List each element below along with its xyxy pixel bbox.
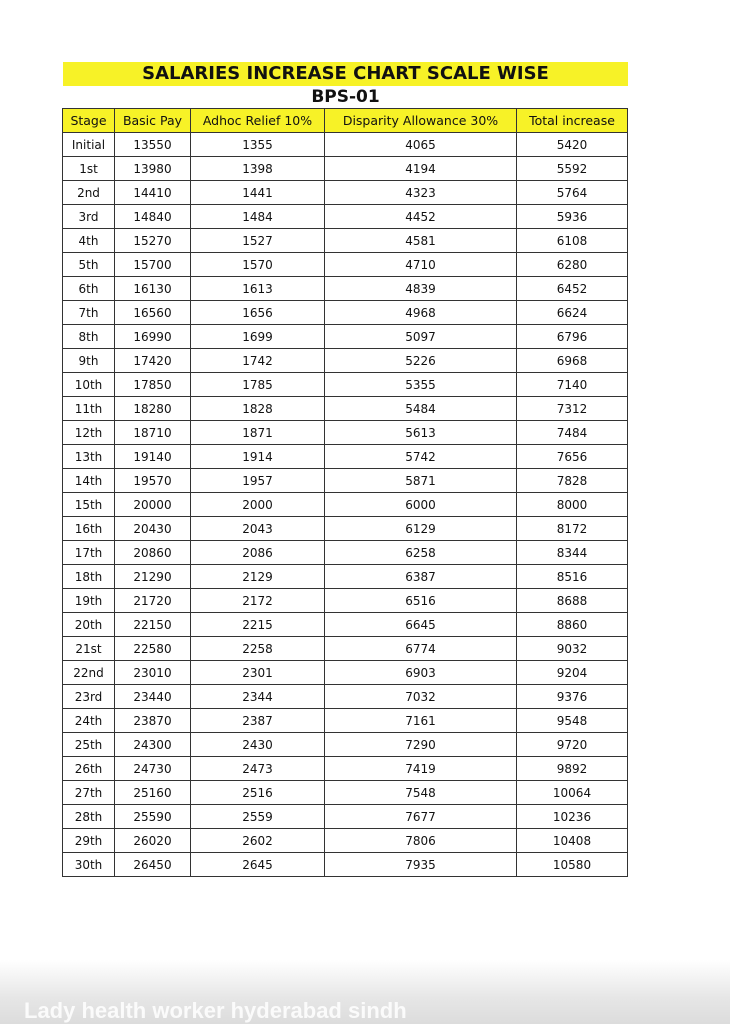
stage-cell: 28th [63,805,115,829]
basic-pay-cell: 20000 [115,493,191,517]
stage-cell: 23rd [63,685,115,709]
table-row [63,253,628,277]
table-row [63,229,628,253]
adhoc-relief-cell: 1398 [191,157,325,181]
basic-pay-cell: 23870 [115,709,191,733]
stage-cell: Initial [63,133,115,157]
total-increase-cell: 10236 [517,805,628,829]
adhoc-relief-cell: 1785 [191,373,325,397]
total-increase-cell: 6452 [517,277,628,301]
adhoc-relief-cell: 2043 [191,517,325,541]
adhoc-relief-cell: 2473 [191,757,325,781]
stage-cell: 8th [63,325,115,349]
adhoc-relief-cell: 1570 [191,253,325,277]
adhoc-relief-cell: 2215 [191,613,325,637]
stage-cell: 24th [63,709,115,733]
table-body [63,133,628,877]
table-row [63,517,628,541]
disparity-allowance-cell: 4839 [325,277,517,301]
table-row [63,181,628,205]
total-increase-cell: 9032 [517,637,628,661]
total-increase-cell: 8860 [517,613,628,637]
stage-cell: 25th [63,733,115,757]
disparity-allowance-cell: 6000 [325,493,517,517]
basic-pay-cell: 18280 [115,397,191,421]
disparity-allowance-cell: 6774 [325,637,517,661]
column-header-disparity-allowance: Disparity Allowance 30% [325,109,517,133]
table-row [63,541,628,565]
table-row [63,133,628,157]
total-increase-cell: 6108 [517,229,628,253]
adhoc-relief-cell: 1441 [191,181,325,205]
stage-cell: 2nd [63,181,115,205]
table-row [63,373,628,397]
disparity-allowance-cell: 4065 [325,133,517,157]
adhoc-relief-cell: 1957 [191,469,325,493]
disparity-allowance-cell: 7806 [325,829,517,853]
basic-pay-cell: 25160 [115,781,191,805]
total-increase-cell: 5936 [517,205,628,229]
basic-pay-cell: 23440 [115,685,191,709]
basic-pay-cell: 26020 [115,829,191,853]
adhoc-relief-cell: 2516 [191,781,325,805]
adhoc-relief-cell: 1484 [191,205,325,229]
disparity-allowance-cell: 4581 [325,229,517,253]
disparity-allowance-cell: 5871 [325,469,517,493]
disparity-allowance-cell: 5742 [325,445,517,469]
table-row [63,637,628,661]
basic-pay-cell: 15700 [115,253,191,277]
basic-pay-cell: 16130 [115,277,191,301]
stage-cell: 19th [63,589,115,613]
basic-pay-cell: 24300 [115,733,191,757]
table-row [63,853,628,877]
adhoc-relief-cell: 2344 [191,685,325,709]
basic-pay-cell: 17420 [115,349,191,373]
adhoc-relief-cell: 1699 [191,325,325,349]
stage-cell: 14th [63,469,115,493]
watermark-text: Lady health worker hyderabad sindh [24,998,407,1023]
total-increase-cell: 10580 [517,853,628,877]
total-increase-cell: 6280 [517,253,628,277]
total-increase-cell: 5764 [517,181,628,205]
table-row [63,421,628,445]
stage-cell: 15th [63,493,115,517]
disparity-allowance-cell: 5355 [325,373,517,397]
table-row [63,613,628,637]
stage-cell: 12th [63,421,115,445]
stage-cell: 11th [63,397,115,421]
salary-table [62,108,628,877]
stage-cell: 27th [63,781,115,805]
basic-pay-cell: 19140 [115,445,191,469]
table-row [63,493,628,517]
table-row [63,445,628,469]
total-increase-cell: 6796 [517,325,628,349]
stage-cell: 7th [63,301,115,325]
total-increase-cell: 9720 [517,733,628,757]
column-header-stage: Stage [63,109,115,133]
stage-cell: 5th [63,253,115,277]
total-increase-cell: 9548 [517,709,628,733]
adhoc-relief-cell: 1742 [191,349,325,373]
total-increase-cell: 8516 [517,565,628,589]
table-row [63,685,628,709]
disparity-allowance-cell: 7161 [325,709,517,733]
table-row [63,397,628,421]
total-increase-cell: 7140 [517,373,628,397]
total-increase-cell: 7656 [517,445,628,469]
table-row [63,589,628,613]
basic-pay-cell: 23010 [115,661,191,685]
stage-cell: 21st [63,637,115,661]
table-header [63,109,628,133]
disparity-allowance-cell: 6903 [325,661,517,685]
disparity-allowance-cell: 7290 [325,733,517,757]
adhoc-relief-cell: 2258 [191,637,325,661]
stage-cell: 30th [63,853,115,877]
disparity-allowance-cell: 5484 [325,397,517,421]
total-increase-cell: 10408 [517,829,628,853]
table-row [63,565,628,589]
adhoc-relief-cell: 1527 [191,229,325,253]
adhoc-relief-cell: 1914 [191,445,325,469]
basic-pay-cell: 21720 [115,589,191,613]
total-increase-cell: 7312 [517,397,628,421]
stage-cell: 17th [63,541,115,565]
basic-pay-cell: 22150 [115,613,191,637]
table-row [63,469,628,493]
total-increase-cell: 8344 [517,541,628,565]
total-increase-cell: 6968 [517,349,628,373]
disparity-allowance-cell: 5097 [325,325,517,349]
table-row [63,733,628,757]
adhoc-relief-cell: 1656 [191,301,325,325]
table-row [63,277,628,301]
basic-pay-cell: 20860 [115,541,191,565]
adhoc-relief-cell: 2387 [191,709,325,733]
adhoc-relief-cell: 2086 [191,541,325,565]
adhoc-relief-cell: 2301 [191,661,325,685]
adhoc-relief-cell: 1871 [191,421,325,445]
table-row [63,661,628,685]
stage-cell: 26th [63,757,115,781]
total-increase-cell: 8688 [517,589,628,613]
basic-pay-cell: 17850 [115,373,191,397]
table-row [63,205,628,229]
stage-cell: 1st [63,157,115,181]
disparity-allowance-cell: 5613 [325,421,517,445]
table-row [63,805,628,829]
adhoc-relief-cell: 2645 [191,853,325,877]
basic-pay-cell: 21290 [115,565,191,589]
basic-pay-cell: 13980 [115,157,191,181]
disparity-allowance-cell: 4710 [325,253,517,277]
disparity-allowance-cell: 4323 [325,181,517,205]
column-header-adhoc-relief: Adhoc Relief 10% [191,109,325,133]
table-row [63,325,628,349]
basic-pay-cell: 13550 [115,133,191,157]
stage-cell: 22nd [63,661,115,685]
adhoc-relief-cell: 2172 [191,589,325,613]
adhoc-relief-cell: 2602 [191,829,325,853]
basic-pay-cell: 20430 [115,517,191,541]
total-increase-cell: 6624 [517,301,628,325]
stage-cell: 10th [63,373,115,397]
basic-pay-cell: 16990 [115,325,191,349]
adhoc-relief-cell: 2129 [191,565,325,589]
disparity-allowance-cell: 7032 [325,685,517,709]
disparity-allowance-cell: 7935 [325,853,517,877]
stage-cell: 29th [63,829,115,853]
table-row [63,829,628,853]
total-increase-cell: 5592 [517,157,628,181]
adhoc-relief-cell: 2559 [191,805,325,829]
total-increase-cell: 7828 [517,469,628,493]
basic-pay-cell: 14410 [115,181,191,205]
stage-cell: 18th [63,565,115,589]
stage-cell: 6th [63,277,115,301]
scale-subtitle: BPS-01 [311,87,380,107]
adhoc-relief-cell: 2430 [191,733,325,757]
table-row [63,157,628,181]
chart-title: SALARIES INCREASE CHART SCALE WISE [63,62,628,86]
stage-cell: 9th [63,349,115,373]
total-increase-cell: 9376 [517,685,628,709]
stage-cell: 16th [63,517,115,541]
basic-pay-cell: 19570 [115,469,191,493]
disparity-allowance-cell: 6387 [325,565,517,589]
stage-cell: 20th [63,613,115,637]
basic-pay-cell: 22580 [115,637,191,661]
basic-pay-cell: 26450 [115,853,191,877]
disparity-allowance-cell: 6129 [325,517,517,541]
basic-pay-cell: 16560 [115,301,191,325]
stage-cell: 3rd [63,205,115,229]
total-increase-cell: 10064 [517,781,628,805]
disparity-allowance-cell: 7677 [325,805,517,829]
column-header-basic-pay: Basic Pay [115,109,191,133]
disparity-allowance-cell: 4968 [325,301,517,325]
adhoc-relief-cell: 1355 [191,133,325,157]
table-row [63,781,628,805]
disparity-allowance-cell: 6516 [325,589,517,613]
disparity-allowance-cell: 6258 [325,541,517,565]
disparity-allowance-cell: 4194 [325,157,517,181]
table-row [63,301,628,325]
basic-pay-cell: 18710 [115,421,191,445]
adhoc-relief-cell: 2000 [191,493,325,517]
table-row [63,349,628,373]
total-increase-cell: 9892 [517,757,628,781]
disparity-allowance-cell: 5226 [325,349,517,373]
table-row [63,709,628,733]
adhoc-relief-cell: 1828 [191,397,325,421]
basic-pay-cell: 25590 [115,805,191,829]
total-increase-cell: 8172 [517,517,628,541]
total-increase-cell: 7484 [517,421,628,445]
basic-pay-cell: 15270 [115,229,191,253]
basic-pay-cell: 14840 [115,205,191,229]
header-row [63,109,628,133]
disparity-allowance-cell: 4452 [325,205,517,229]
adhoc-relief-cell: 1613 [191,277,325,301]
disparity-allowance-cell: 7548 [325,781,517,805]
disparity-allowance-cell: 7419 [325,757,517,781]
total-increase-cell: 9204 [517,661,628,685]
total-increase-cell: 8000 [517,493,628,517]
total-increase-cell: 5420 [517,133,628,157]
table-row [63,757,628,781]
stage-cell: 4th [63,229,115,253]
disparity-allowance-cell: 6645 [325,613,517,637]
stage-cell: 13th [63,445,115,469]
column-header-total-increase: Total increase [517,109,628,133]
basic-pay-cell: 24730 [115,757,191,781]
